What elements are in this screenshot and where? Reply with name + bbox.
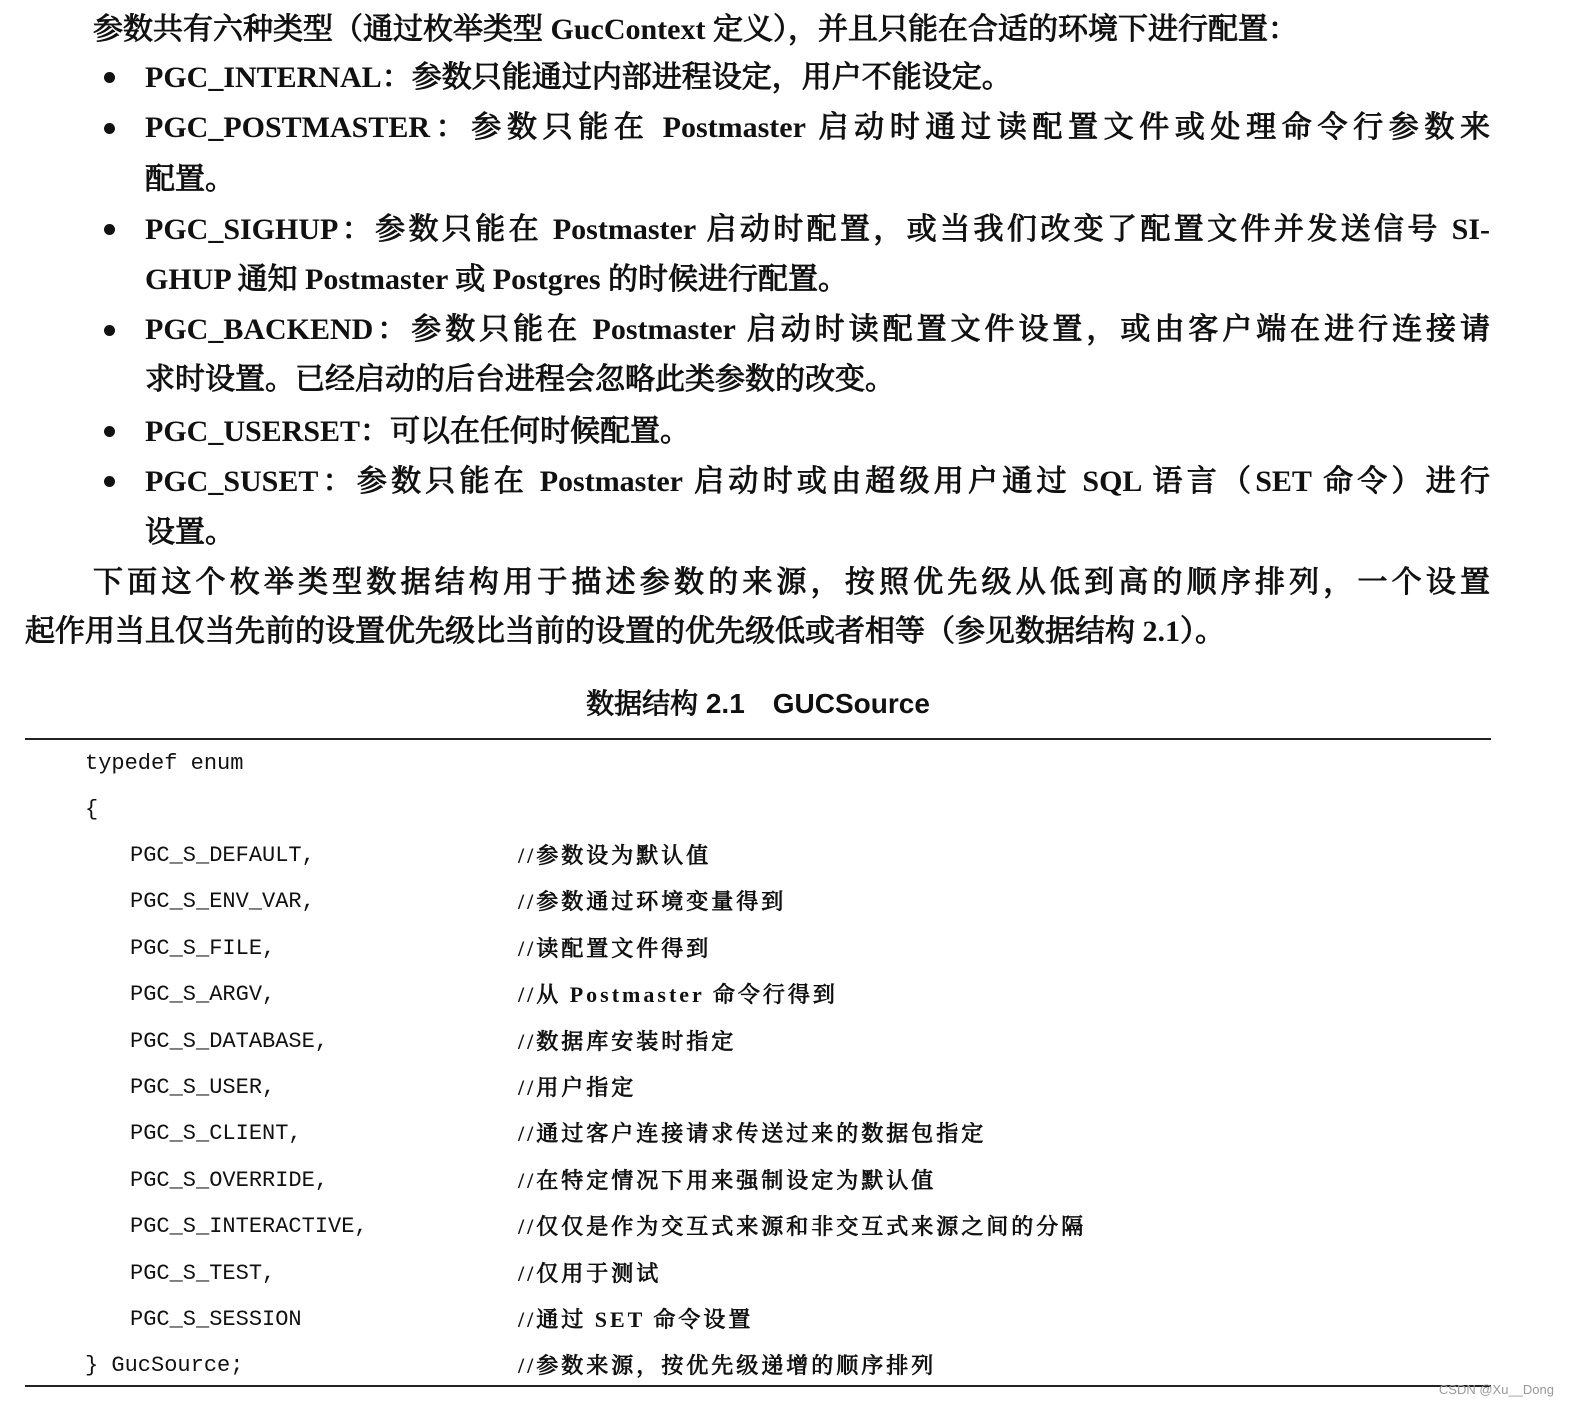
enum-member-comment: //仅用于测试 — [518, 1260, 662, 1286]
enum-member-comment: //在特定情况下用来强制设定为默认值 — [518, 1167, 937, 1193]
enum-member-comment: //数据库安装时指定 — [518, 1028, 737, 1054]
enum-member: PGC_S_OVERRIDE, — [130, 1167, 329, 1193]
bullet-sighup-cont: GHUP 通知 Postmaster 或 Postgres 的时候进行配置。 — [145, 263, 848, 296]
code-open-brace: { — [85, 797, 99, 822]
enum-member: PGC_S_TEST, — [130, 1260, 276, 1286]
code-close: } GucSource; — [85, 1353, 244, 1378]
bullet-suset-cont: 设置。 — [145, 516, 235, 549]
bullet-suset: PGC_SUSET：参数只能在 Postmaster 启动时或由超级用户通过 SQL 语言（SET 命令）进行 — [145, 465, 1490, 498]
enum-member: PGC_S_ARGV, — [130, 982, 276, 1008]
bullet-dot — [104, 476, 115, 487]
enum-member-comment: //读配置文件得到 — [518, 935, 712, 961]
figure-caption: 数据结构 2.1 GUCSource — [586, 688, 930, 719]
enum-member: PGC_S_SESSION — [130, 1307, 302, 1332]
bullet-postmaster: PGC_POSTMASTER：参数只能在 Postmaster 启动时通过读配置文件或处理命令行参数来 — [145, 111, 1490, 144]
enum-member-comment: //参数设为默认值 — [518, 843, 712, 868]
paragraph-line-1: 下面这个枚举类型数据结构用于描述参数的来源，按照优先级从低到高的顺序排列，一个设置 — [93, 566, 1490, 599]
enum-member-comment: //从 Postmaster 命令行得到 — [518, 982, 838, 1008]
enum-member-comment: //用户指定 — [518, 1075, 637, 1100]
bullet-sighup: PGC_SIGHUP：参数只能在 Postmaster 启动时配置，或当我们改变了配置文件并发送信号 SI- — [145, 213, 1490, 246]
enum-member: PGC_S_FILE, — [130, 935, 276, 961]
bullet-backend-cont: 求时设置。已经启动的后台进程会忽略此类参数的改变。 — [145, 363, 895, 396]
code-typedef: typedef enum — [85, 751, 244, 776]
top-rule — [25, 738, 1491, 740]
bullet-dot — [104, 123, 115, 134]
code-close-comment: //参数来源，按优先级递增的顺序排列 — [518, 1353, 937, 1378]
enum-member: PGC_S_ENV_VAR, — [130, 889, 315, 915]
enum-member: PGC_S_DATABASE, — [130, 1028, 329, 1054]
bullet-dot — [104, 426, 115, 437]
enum-member: PGC_S_CLIENT, — [130, 1121, 302, 1147]
bullet-internal: PGC_INTERNAL：参数只能通过内部进程设定，用户不能设定。 — [145, 61, 1012, 94]
watermark: CSDN @Xu__Dong — [1438, 1382, 1554, 1397]
enum-member: PGC_S_INTERACTIVE, — [130, 1214, 368, 1240]
enum-member-comment: //通过 SET 命令设置 — [518, 1307, 754, 1332]
enum-member: PGC_S_DEFAULT, — [130, 843, 315, 868]
enum-member-comment: //仅仅是作为交互式来源和非交互式来源之间的分隔 — [518, 1214, 1087, 1240]
bullet-dot — [104, 224, 115, 235]
bottom-rule — [25, 1385, 1491, 1387]
bullet-dot — [104, 325, 115, 336]
bullet-postmaster-cont: 配置。 — [145, 163, 235, 196]
bullet-userset: PGC_USERSET：可以在任何时候配置。 — [145, 415, 691, 448]
intro-text: 参数共有六种类型（通过枚举类型 GucContext 定义），并且只能在合适的环境下进行配置： — [93, 13, 1298, 46]
enum-member-comment: //通过客户连接请求传送过来的数据包指定 — [518, 1121, 987, 1147]
paragraph-line-2: 起作用当且仅当先前的设置优先级比当前的设置的优先级低或者相等（参见数据结构 2.1）。 — [25, 615, 1225, 648]
bullet-backend: PGC_BACKEND：参数只能在 Postmaster 启动时读配置文件设置，或由客户端在进行连接请 — [145, 313, 1490, 346]
bullet-dot — [104, 72, 115, 83]
enum-member-comment: //参数通过环境变量得到 — [518, 889, 787, 915]
enum-member: PGC_S_USER, — [130, 1075, 276, 1100]
